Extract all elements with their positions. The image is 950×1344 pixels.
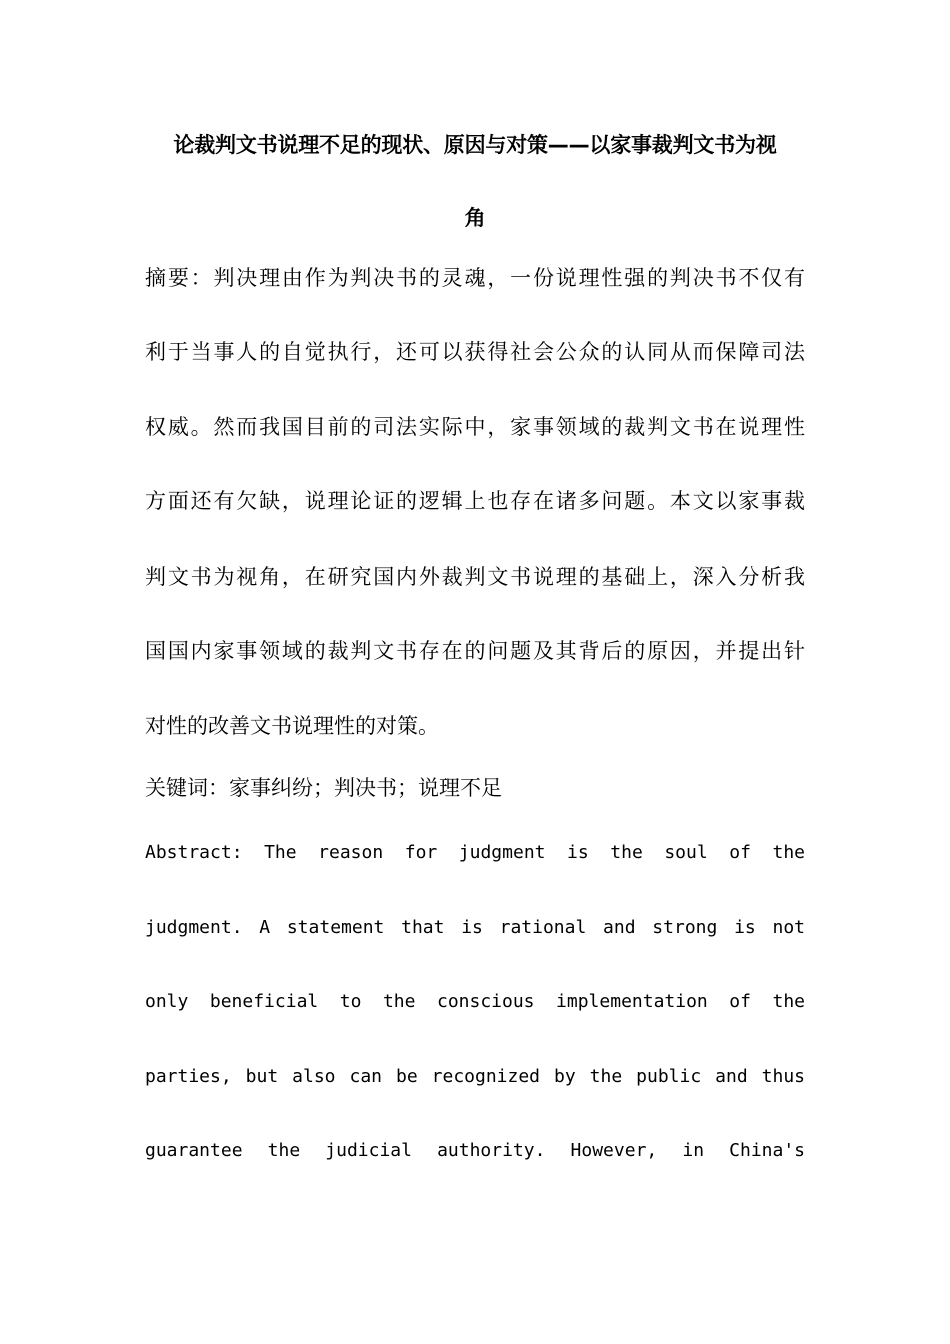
abstract-cn-line-2: 利于当事人的自觉执行，还可以获得社会公众的认同从而保障司法	[145, 340, 805, 364]
abstract-cn-line-5: 判文书为视角，在研究国内外裁判文书说理的基础上，深入分析我	[145, 565, 805, 589]
abstract-en-line-2: judgment. A statement that is rational and strong is not	[145, 917, 805, 938]
abstract-en-line-1: Abstract: The reason for judgment is the soul of the	[145, 842, 805, 863]
abstract-cn-line-7: 对性的改善文书说理性的对策。	[145, 714, 439, 738]
abstract-en-line-4: parties, but also can be recognized by the public and thus	[145, 1066, 805, 1087]
abstract-cn-line-6: 国国内家事领域的裁判文书存在的问题及其背后的原因，并提出针	[145, 639, 805, 663]
abstract-cn-line-4: 方面还有欠缺，说理论证的逻辑上也存在诸多问题。本文以家事裁	[145, 489, 805, 513]
title-line-2: 角	[464, 206, 486, 230]
abstract-cn-line-1: 摘要：判决理由作为判决书的灵魂，一份说理性强的判决书不仅有	[145, 266, 805, 290]
title-line-1: 论裁判文书说理不足的现状、原因与对策——以家事裁判文书为视	[173, 133, 777, 157]
abstract-en-line-5: guarantee the judicial authority. However, in China's	[145, 1140, 805, 1161]
abstract-cn-line-3: 权威。然而我国目前的司法实际中，家事领域的裁判文书在说理性	[145, 415, 805, 439]
abstract-en-line-3: only beneficial to the conscious implementation of the	[145, 991, 805, 1012]
keywords-cn: 关键词：家事纠纷；判决书；说理不足	[145, 776, 502, 800]
